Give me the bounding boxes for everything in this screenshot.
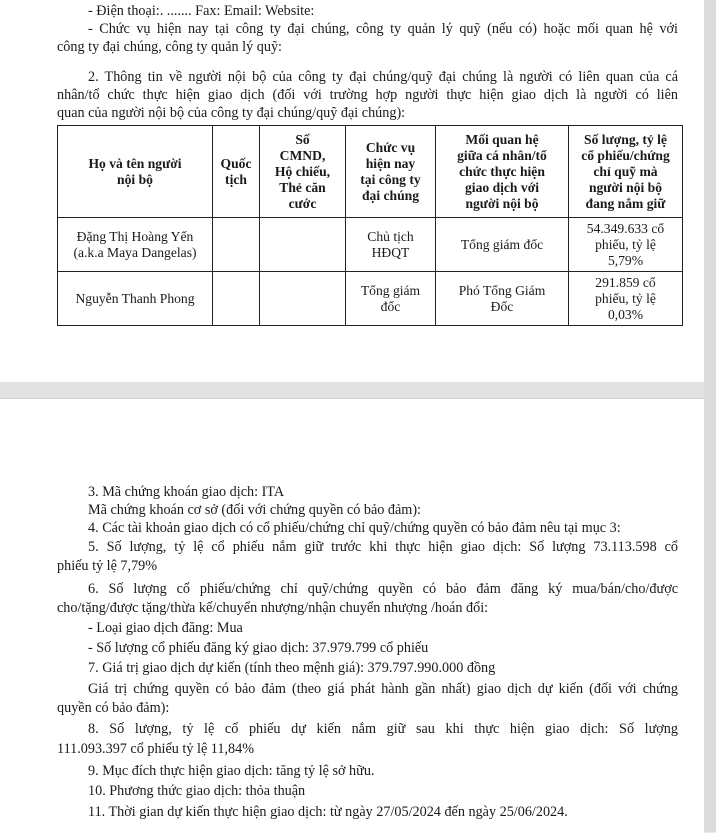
cell-position: Tổng giám đốc xyxy=(346,272,436,326)
insider-table xyxy=(57,125,683,326)
position-line-1: - Chức vụ hiện nay tại công ty đại chúng, công ty quản lý quỹ (nếu có) hoặc mối quan hệ với xyxy=(88,21,678,37)
item7b-line-1: Giá trị chứng quyền có bảo đảm (theo giá phát hành gần nhất) giao dịch dự kiến (đối với chứng xyxy=(88,681,678,697)
cell-relationship: Phó Tổng Giám Đốc xyxy=(436,272,569,326)
header-name: Họ và tên người nội bộ xyxy=(58,126,213,218)
document-page-bottom xyxy=(0,398,705,833)
cell-name: Nguyễn Thanh Phong xyxy=(58,272,213,326)
item2-line-3: quan của người nội bộ của công ty đại chúng/quỹ đại chúng): xyxy=(57,105,406,121)
item8-line-1: 8. Số lượng, tỷ lệ cổ phiếu dự kiến nắm giữ sau khi thực hiện giao dịch: Số lượng xyxy=(88,721,678,737)
item8-line-2: 111.093.397 cổ phiếu tỷ lệ 11,84% xyxy=(57,741,255,757)
header-position: Chức vụ hiện nay tại công ty đại chúng xyxy=(346,126,436,218)
header-holding: Số lượng, tỷ lệ cổ phiếu/chứng chỉ quỹ mà người nội bộ đang nắm giữ xyxy=(569,126,683,218)
cell-id-number xyxy=(260,272,346,326)
cell-nationality xyxy=(213,218,260,272)
cell-nationality xyxy=(213,272,260,326)
item6-line-2: cho/tặng/được tặng/thừa kế/chuyển nhượng/nhận chuyển nhượng /hoán đổi: xyxy=(57,600,489,616)
table-header-row xyxy=(58,126,683,218)
item3-line: 3. Mã chứng khoán giao dịch: ITA xyxy=(88,484,285,500)
item10-line: 10. Phương thức giao dịch: thỏa thuận xyxy=(88,783,306,799)
document-page-top xyxy=(0,0,705,383)
header-nationality: Quốc tịch xyxy=(213,126,260,218)
cell-id-number xyxy=(260,218,346,272)
item6-quantity-line: - Số lượng cổ phiếu đăng ký giao dịch: 37.979.799 cổ phiếu xyxy=(88,640,429,656)
header-relationship: Mối quan hệ giữa cá nhân/tổ chức thực hiện giao dịch với người nội bộ xyxy=(436,126,569,218)
table-row xyxy=(58,218,683,272)
item7-line: 7. Giá trị giao dịch dự kiến (tính theo mệnh giá): 379.797.990.000 đồng xyxy=(88,660,496,676)
cell-name: Đặng Thị Hoàng Yến (a.k.a Maya Dangelas) xyxy=(58,218,213,272)
page-gap xyxy=(0,382,716,398)
item2-line-2: nhân/tổ chức thực hiện giao dịch (đối với trường hợp người thực hiện giao dịch là người có liên xyxy=(57,87,678,103)
item9-line: 9. Mục đích thực hiện giao dịch: tăng tỷ lệ sở hữu. xyxy=(88,763,375,779)
item7b-line-2: quyền có bảo đảm): xyxy=(57,700,170,716)
item5-line-1: 5. Số lượng, tỷ lệ cổ phiếu nắm giữ trước khi thực hiện giao dịch: Số lượng 73.113.598 cổ xyxy=(88,539,678,555)
item11-line: 11. Thời gian dự kiến thực hiện giao dịch: từ ngày 27/05/2024 đến ngày 25/06/2024. xyxy=(88,804,568,820)
item4-line: 4. Các tài khoản giao dịch có cổ phiếu/chứng chỉ quỹ/chứng quyền có bảo đảm nêu tại mục 3: xyxy=(88,520,621,536)
header-id-number: Số CMND, Hộ chiếu, Thẻ căn cước xyxy=(260,126,346,218)
viewer-edge xyxy=(704,0,716,832)
phone-fax-email-line: - Điện thoại:. ....... Fax: Email: Website: xyxy=(88,3,315,19)
item3-underlying-line: Mã chứng khoán cơ sở (đối với chứng quyền có bảo đảm): xyxy=(88,502,421,518)
item5-line-2: phiếu tỷ lệ 7,79% xyxy=(57,558,158,574)
cell-position: Chủ tịch HĐQT xyxy=(346,218,436,272)
cell-holding: 291.859 cổ phiếu, tỷ lệ 0,03% xyxy=(569,272,683,326)
item6-type-line: - Loại giao dịch đăng: Mua xyxy=(88,620,243,636)
position-line-2: công ty đại chúng, công ty quản lý quỹ: xyxy=(57,39,282,55)
table-row xyxy=(58,272,683,326)
item2-line-1: 2. Thông tin về người nội bộ của công ty đại chúng/quỹ đại chúng là người có liên quan của cá xyxy=(88,69,678,85)
item6-line-1: 6. Số lượng cổ phiếu/chứng chỉ quỹ/chứng quyền có bảo đảm đăng ký mua/bán/cho/được xyxy=(88,581,678,597)
cell-holding: 54.349.633 cổ phiếu, tỷ lệ 5,79% xyxy=(569,218,683,272)
cell-relationship: Tổng giám đốc xyxy=(436,218,569,272)
